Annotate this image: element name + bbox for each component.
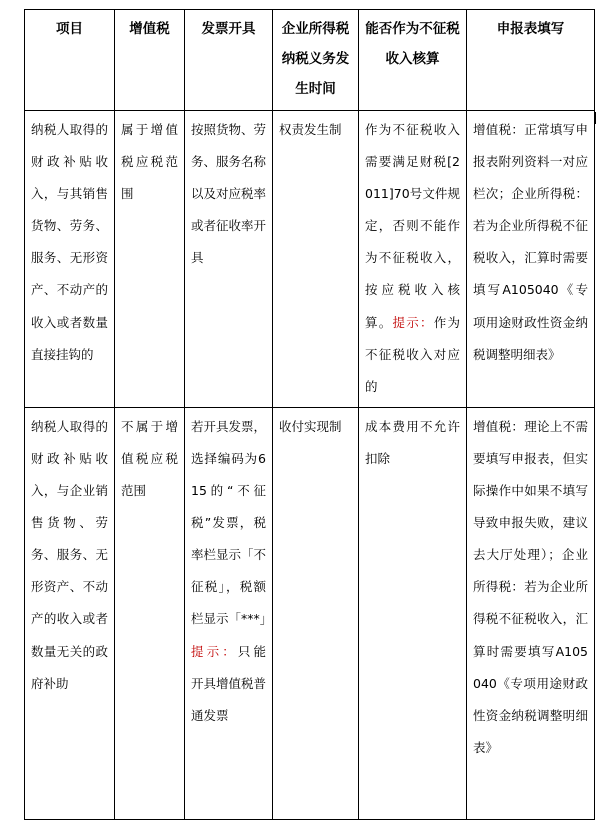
cell-filing: 增值税：理论上不需要填写申报表，但实际操作中如果不填写导致申报失败，建议去大厅处理）；企业所得税：若为企业所得税不征税收入，汇算时需要填写A105040《专项用途财政性资金纳税调整明细表》 [467,407,595,819]
header-item: 项目 [25,10,115,111]
header-filing: 申报表填写 [467,10,595,111]
header-cit-time: 企业所得税纳税义务发生时间 [273,10,359,111]
table-row [25,407,595,819]
cell-filing: 增值税：正常填写申报表附列资料一对应栏次；企业所得税：若为企业所得税不征税收入，汇算时需要填写A105040《专项用途财政性资金纳税调整明细表》 [467,111,595,408]
nontax-hint-text: 作为不征税收入对应的 [365,314,460,394]
cell-invoice [185,407,273,819]
invoice-hint-text: 只能开具增值税普通发票 [191,643,267,723]
cell-invoice [185,111,273,408]
cell-vat: 不属于增值税应税范围 [115,407,185,819]
invoice-text: 按照货物、劳务、服务名称以及对应税率或者征收率开具 [191,122,267,266]
header-vat: 增值税 [115,10,185,111]
cell-cit-time: 收付实现制 [273,407,359,819]
table-row [25,111,595,408]
nontax-hint-label: 提示： [392,314,434,330]
cell-nontax: 成本费用不允许扣除 [359,407,467,819]
cell-item: 纳税人取得的财政补贴收入，与企业销售货物、劳务、服务、无形资产、不动产的收入或者数量无关的政府补助 [25,407,115,819]
cell-item: 纳税人取得的财政补贴收入，与其销售货物、劳务、服务、无形资产、不动产的收入或者数量直接挂钩的 [25,111,115,408]
header-nontax: 能否作为不征税收入核算 [359,10,467,111]
tax-table [24,9,595,820]
cell-nontax [359,111,467,408]
nontax-text: 作为不征税收入需要满足财税[2011]70号文件规定，否则不能作为不征税收入，按应税收入核算。 [365,122,460,330]
cell-cit-time: 权责发生制 [273,111,359,408]
header-row [25,10,595,111]
cell-vat: 属于增值税应税范围 [115,111,185,408]
table-edge-mark [594,112,596,124]
invoice-hint-label: 提示： [191,643,238,659]
header-invoice: 发票开具 [185,10,273,111]
invoice-text: 若开具发票，选择编码为615的“不征税”发票，税率栏显示「不征税」，税额栏显示「***」 [191,418,273,627]
